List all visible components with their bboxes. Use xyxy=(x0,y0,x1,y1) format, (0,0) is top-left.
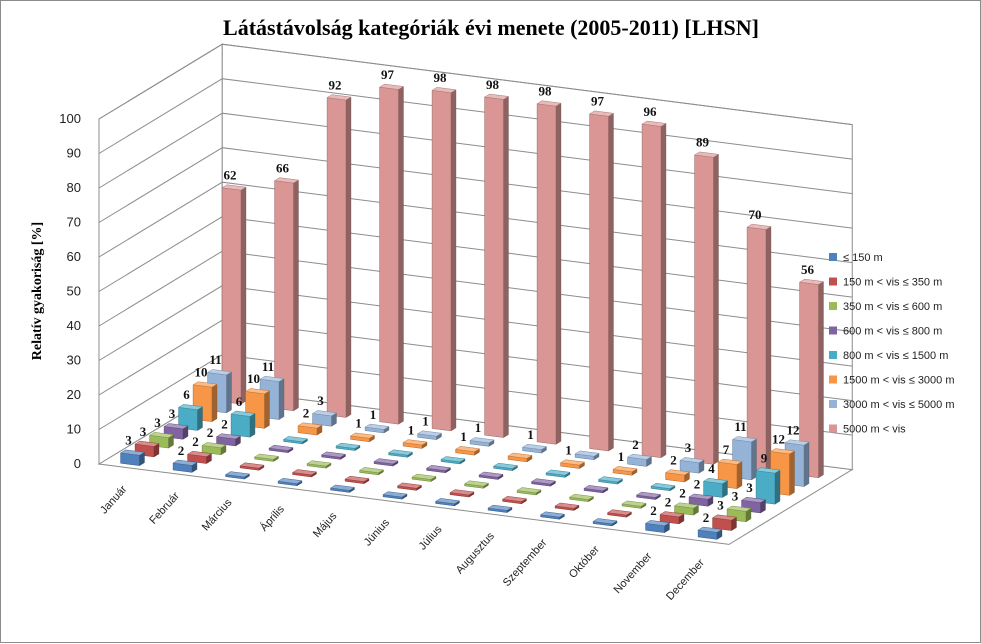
chart-title: Látástávolság kategóriák évi menete (2005-2011) [LHSN] xyxy=(223,15,759,40)
y-axis-label: Relatív gyakoriság [%] xyxy=(30,221,45,361)
data-label: 1 xyxy=(355,415,362,431)
data-label: 7 xyxy=(722,441,730,457)
data-label: 96 xyxy=(643,103,657,119)
bar-side-face xyxy=(737,462,742,489)
data-label: 10 xyxy=(194,364,208,380)
x-tick-label: Március xyxy=(199,496,235,534)
data-label: 4 xyxy=(708,460,715,476)
bar xyxy=(698,527,722,539)
legend-label: ≤ 150 m xyxy=(843,252,883,264)
data-label: 2 xyxy=(650,503,657,519)
x-tick-label: Augusztus xyxy=(453,530,497,577)
bar xyxy=(313,410,337,426)
data-label: 11 xyxy=(734,419,747,435)
data-label: 6 xyxy=(183,387,190,403)
bar-side-face xyxy=(556,103,561,444)
x-tick-label: December xyxy=(664,557,707,603)
bar-front-face xyxy=(432,90,451,431)
legend-label: 800 m < vis ≤ 1500 m xyxy=(843,350,949,362)
legend-swatch xyxy=(829,302,837,310)
data-label: 3 xyxy=(154,415,161,430)
x-tick-label: Június xyxy=(361,516,392,549)
bar-side-face xyxy=(608,113,613,451)
y-tick-label: 70 xyxy=(66,214,81,230)
data-label: 2 xyxy=(679,485,686,501)
data-label: 1 xyxy=(474,420,482,436)
x-tick-label: Július xyxy=(416,523,445,553)
bar-side-face xyxy=(212,384,217,421)
data-label: 70 xyxy=(748,206,762,222)
bar-side-face xyxy=(775,470,780,504)
legend-swatch xyxy=(829,327,837,335)
data-label: 97 xyxy=(381,66,394,82)
bar xyxy=(380,84,404,424)
data-label: 2 xyxy=(177,442,185,458)
bar-front-face xyxy=(327,98,346,418)
x-tick-label: Május xyxy=(310,510,340,540)
data-label: 92 xyxy=(328,77,342,93)
data-label: 89 xyxy=(696,134,709,150)
legend-label: 150 m < vis ≤ 350 m xyxy=(843,276,943,289)
data-label: 2 xyxy=(693,476,701,492)
chart-svg xyxy=(1,1,981,644)
bar-front-face xyxy=(537,104,556,445)
legend-label: 1500 m < vis ≤ 3000 m xyxy=(843,374,955,387)
bar-side-face xyxy=(346,97,351,417)
data-label: 10 xyxy=(247,371,260,387)
bar-side-face xyxy=(398,87,403,425)
legend-item xyxy=(829,350,948,362)
bar-front-face xyxy=(704,481,723,497)
legend-label: 3000 m < vis ≤ 5000 m xyxy=(843,399,955,411)
data-label: 1 xyxy=(527,426,534,442)
bar xyxy=(680,457,704,473)
data-label: 11 xyxy=(261,358,275,374)
data-label: 12 xyxy=(786,422,800,438)
bar xyxy=(537,101,561,445)
bar-front-face xyxy=(275,181,294,411)
data-label: 98 xyxy=(486,76,499,92)
bar-front-face xyxy=(747,227,766,471)
bar-side-face xyxy=(661,123,666,457)
legend-swatch xyxy=(829,253,837,261)
bar-side-face xyxy=(264,391,269,428)
bar xyxy=(713,515,737,531)
bar xyxy=(704,478,728,497)
bar xyxy=(695,152,719,464)
bar-front-face xyxy=(695,155,714,464)
bar-side-face xyxy=(766,227,771,471)
data-label: 1 xyxy=(407,422,415,438)
bar-side-face xyxy=(713,154,718,464)
bar xyxy=(327,95,351,418)
bar-side-face xyxy=(503,96,508,437)
data-label: 3 xyxy=(731,488,739,504)
bar-front-face xyxy=(590,114,609,451)
data-label: 1 xyxy=(460,429,467,444)
legend-item xyxy=(829,301,942,313)
x-tick-label: November xyxy=(611,550,655,597)
data-label: 3 xyxy=(746,479,753,495)
bar-side-face xyxy=(293,180,298,411)
y-tick-label: 0 xyxy=(73,456,81,471)
legend-item xyxy=(829,277,942,289)
y-tick-label: 60 xyxy=(66,249,81,264)
bar-side-face xyxy=(226,372,231,413)
bar-side-face xyxy=(241,187,246,404)
data-label: 3 xyxy=(125,432,132,448)
data-label: 3 xyxy=(717,497,724,513)
bar xyxy=(646,520,670,532)
x-tick-label: Október xyxy=(566,543,602,581)
y-tick-label: 50 xyxy=(66,283,81,299)
legend-swatch xyxy=(829,351,837,359)
data-label: 56 xyxy=(801,261,814,277)
y-tick-label: 90 xyxy=(66,145,81,161)
bar xyxy=(173,460,197,472)
data-label: 2 xyxy=(302,405,310,421)
legend-item xyxy=(829,375,955,387)
y-tick-label: 80 xyxy=(66,180,81,195)
bar xyxy=(666,470,690,482)
bar-side-face xyxy=(250,413,255,437)
bar xyxy=(642,121,666,458)
data-label: 6 xyxy=(235,393,243,409)
data-label: 9 xyxy=(760,450,768,466)
data-label: 1 xyxy=(565,442,572,458)
x-tick-label: Április xyxy=(258,503,287,534)
data-label: 3 xyxy=(139,423,147,439)
y-tick-label: 40 xyxy=(66,318,81,333)
data-label: 11 xyxy=(209,352,222,368)
x-tick-label: Február xyxy=(147,490,182,527)
data-label: 3 xyxy=(317,393,324,409)
bar-side-face xyxy=(197,407,202,431)
y-tick-label: 30 xyxy=(66,352,81,368)
data-label: 1 xyxy=(617,449,625,465)
bar-front-face xyxy=(485,97,504,438)
legend-label: 600 m < vis ≤ 800 m xyxy=(843,325,943,338)
bar-side-face xyxy=(804,442,809,486)
legend-label: 350 m < vis ≤ 600 m xyxy=(843,301,943,313)
bar xyxy=(485,94,509,438)
bar xyxy=(298,423,322,435)
data-label: 3 xyxy=(168,406,176,422)
legend-swatch xyxy=(829,400,837,408)
legend-swatch xyxy=(829,425,837,433)
data-label: 98 xyxy=(433,70,447,86)
data-label: 1 xyxy=(369,406,377,422)
bar xyxy=(432,87,456,431)
bar-front-face xyxy=(380,87,399,424)
y-tick-label: 20 xyxy=(66,387,81,402)
bar-side-face xyxy=(751,439,756,480)
bar-side-face xyxy=(818,282,823,478)
data-label: 3 xyxy=(684,440,692,456)
legend-item xyxy=(829,399,955,411)
legend-item xyxy=(829,326,942,338)
legend-label: 5000 m < vis xyxy=(843,423,906,436)
y-ticks xyxy=(59,111,81,471)
data-label: 2 xyxy=(670,452,677,468)
bar-side-face xyxy=(451,90,456,431)
data-label: 98 xyxy=(538,83,552,99)
bar-front-face xyxy=(642,124,661,458)
data-label: 66 xyxy=(276,160,289,176)
bar-front-face xyxy=(231,414,250,437)
legend-swatch xyxy=(829,278,837,286)
bar xyxy=(590,111,614,451)
bar-side-face xyxy=(279,379,284,420)
x-tick-label: Szeptember xyxy=(500,536,550,590)
data-label: 2 xyxy=(632,436,639,452)
data-label: 2 xyxy=(664,494,672,510)
data-label: 12 xyxy=(772,431,785,447)
bar xyxy=(747,224,771,471)
data-label: 2 xyxy=(221,416,228,432)
bar xyxy=(628,454,652,466)
bar-side-face xyxy=(789,451,794,495)
y-tick-label: 10 xyxy=(66,421,81,437)
data-label: 2 xyxy=(192,433,199,449)
bar xyxy=(275,178,299,411)
y-tick-label: 100 xyxy=(59,111,81,126)
data-label: 1 xyxy=(422,413,429,429)
legend-swatch xyxy=(829,376,837,384)
x-tick-label: Január xyxy=(98,483,130,517)
data-label: 2 xyxy=(206,425,214,441)
bar xyxy=(121,450,145,466)
data-label: 2 xyxy=(702,509,710,525)
data-label: 62 xyxy=(223,167,237,183)
data-label: 97 xyxy=(591,93,604,109)
bar xyxy=(231,411,255,437)
